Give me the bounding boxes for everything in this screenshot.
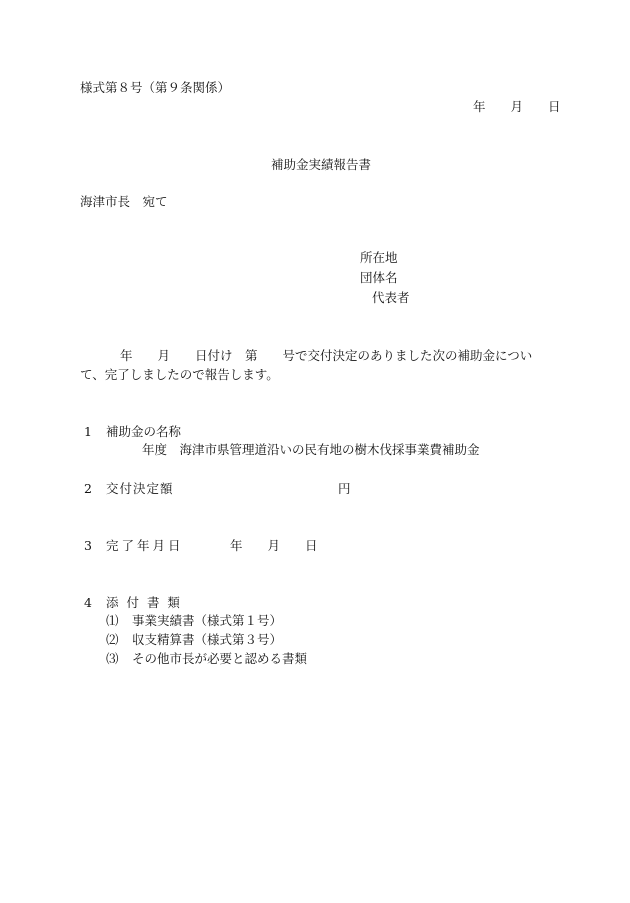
body-text-line1: 年 月 日付け 第 号で交付決定のありました次の補助金につい xyxy=(120,348,533,363)
form-label: 様式第８号（第９条関係） xyxy=(80,80,231,95)
attachment-3-number: ⑶ xyxy=(106,651,119,666)
document-title: 補助金実績報告書 xyxy=(271,157,372,172)
attachment-1-number: ⑴ xyxy=(106,613,119,628)
item1-label: 補助金の名称 xyxy=(106,424,182,439)
item2-number: 2 xyxy=(84,481,92,496)
attachment-3: その他市長が必要と認める書類 xyxy=(132,651,308,666)
body-text-line2: て、完了しましたので報告します。 xyxy=(80,367,279,382)
item1-number: 1 xyxy=(84,424,92,439)
item3-label: 完了年月日 xyxy=(106,538,184,553)
attachment-2: 収支精算書（様式第３号） xyxy=(132,632,283,647)
applicant-location: 所在地 xyxy=(360,250,398,265)
applicant-group-name: 団体名 xyxy=(360,270,398,285)
addressee: 海津市長 宛て xyxy=(80,194,168,209)
item3-number: 3 xyxy=(84,538,92,553)
item3-date: 年 月 日 xyxy=(230,538,318,553)
item2-label: 交付決定額 xyxy=(106,481,174,496)
item4-label: 添 付 書 類 xyxy=(106,595,182,610)
item1-value: 年度 海津市県管理道沿いの民有地の樹木伐採事業費補助金 xyxy=(142,442,480,457)
date-line: 年 月 日 xyxy=(473,99,561,114)
attachment-1: 事業実績書（様式第１号） xyxy=(132,613,283,628)
applicant-representative: 代表者 xyxy=(372,290,410,305)
item4-number: 4 xyxy=(84,595,92,610)
item2-unit: 円 xyxy=(338,481,351,496)
attachment-2-number: ⑵ xyxy=(106,632,119,647)
